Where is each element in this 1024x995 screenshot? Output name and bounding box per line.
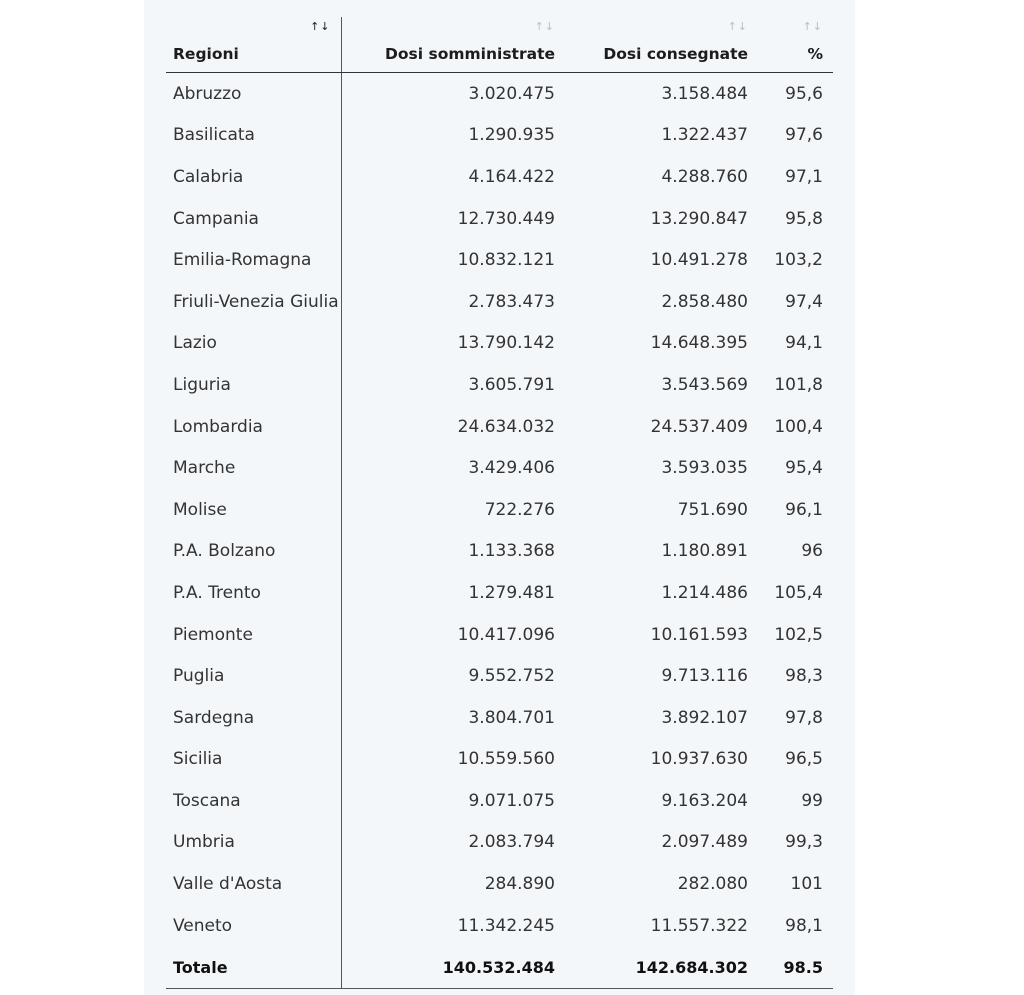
cell-delivered: 1.180.891 [661,541,748,562]
column-header-region[interactable] [166,17,341,73]
cell-administered: 24.634.032 [457,416,555,437]
cell-percent: 101,8 [774,374,823,395]
cell-delivered: 3.892.107 [661,707,748,728]
cell-region: Friuli-Venezia Giulia [166,281,341,323]
cell-region: Liguria [166,364,341,406]
cell-region: Umbria [166,822,341,864]
cell-delivered: 4.288.760 [661,166,748,187]
table-total-row [166,946,833,988]
cell-administered: 1.290.935 [468,125,555,146]
table-row [166,863,833,905]
cell-delivered: 10.937.630 [650,749,748,770]
cell-percent: 99 [801,790,823,811]
cell-percent: 101 [790,874,823,895]
cell-region: P.A. Bolzano [166,531,341,573]
table-row [166,489,833,531]
cell-percent: 96,5 [785,749,823,770]
sort-icon[interactable]: ↑↓ [534,20,555,33]
cell-administered: 1.279.481 [468,582,555,603]
cell-delivered: 13.290.847 [650,208,748,229]
table-row [166,239,833,281]
cell-delivered: 9.163.204 [661,790,748,811]
cell-region: Sardegna [166,697,341,739]
sort-icon[interactable]: ↑↓ [727,20,748,33]
cell-percent: 99,3 [785,832,823,853]
table-row [166,780,833,822]
cell-region: P.A. Trento [166,572,341,614]
cell-delivered: 3.593.035 [661,458,748,479]
cell-delivered: 3.543.569 [661,374,748,395]
cell-administered: 10.559.560 [457,749,555,770]
total-percent: 98.5 [758,946,833,988]
cell-delivered: 14.648.395 [650,333,748,354]
cell-administered: 11.342.245 [457,915,555,936]
cell-delivered: 10.491.278 [650,250,748,271]
cell-administered: 3.804.701 [468,707,555,728]
cell-delivered: 3.158.484 [661,83,748,104]
cell-administered: 10.417.096 [457,624,555,645]
cell-delivered: 1.322.437 [661,125,748,146]
cell-administered: 2.083.794 [468,832,555,853]
total-delivered: 142.684.302 [565,946,758,988]
cell-region: Veneto [166,905,341,947]
cell-administered: 3.605.791 [468,374,555,395]
cell-administered: 13.790.142 [457,333,555,354]
table-row [166,614,833,656]
table-row [166,406,833,448]
table-row [166,281,833,323]
table-row [166,697,833,739]
cell-region: Lazio [166,323,341,365]
sort-icon[interactable]: ↑↓ [802,20,823,33]
cell-percent: 98,1 [785,915,823,936]
cell-administered: 4.164.422 [468,166,555,187]
cell-administered: 722.276 [484,499,555,520]
column-header-administered[interactable] [341,17,565,73]
table-row [166,323,833,365]
table-row [166,531,833,573]
cell-region: Piemonte [166,614,341,656]
cell-percent: 102,5 [774,624,823,645]
cell-region: Calabria [166,156,341,198]
table-row [166,198,833,240]
cell-delivered: 2.097.489 [661,832,748,853]
cell-administered: 9.071.075 [468,790,555,811]
table-row [166,572,833,614]
cell-region: Sicilia [166,739,341,781]
cell-administered: 12.730.449 [457,208,555,229]
cell-region: Puglia [166,655,341,697]
cell-region: Marche [166,447,341,489]
cell-administered: 2.783.473 [468,291,555,312]
table-panel [144,0,855,995]
cell-region: Abruzzo [166,73,341,115]
cell-delivered: 751.690 [677,499,748,520]
cell-administered: 3.020.475 [468,83,555,104]
column-header-label: Dosi somministrate [385,45,555,63]
cell-percent: 100,4 [774,416,823,437]
cell-percent: 95,6 [785,83,823,104]
cell-region: Basilicata [166,115,341,157]
cell-percent: 94,1 [785,333,823,354]
cell-delivered: 282.080 [677,874,748,895]
table-row [166,447,833,489]
column-header-label: Regioni [173,45,239,63]
cell-percent: 98,3 [785,666,823,687]
table-row [166,73,833,115]
cell-administered: 1.133.368 [468,541,555,562]
cell-delivered: 9.713.116 [661,666,748,687]
column-header-percent[interactable] [758,17,833,73]
cell-delivered: 11.557.322 [650,915,748,936]
vaccine-doses-table [166,17,833,989]
cell-percent: 95,8 [785,208,823,229]
table-row [166,115,833,157]
sort-icon[interactable]: ↑↓ [310,20,331,33]
cell-percent: 97,6 [785,125,823,146]
cell-administered: 9.552.752 [468,666,555,687]
column-header-label: % [807,45,823,63]
cell-delivered: 2.858.480 [661,291,748,312]
table-row [166,822,833,864]
cell-percent: 97,4 [785,291,823,312]
cell-delivered: 10.161.593 [650,624,748,645]
cell-region: Campania [166,198,341,240]
cell-delivered: 24.537.409 [650,416,748,437]
cell-administered: 10.832.121 [457,250,555,271]
cell-administered: 284.890 [484,874,555,895]
total-administered: 140.532.484 [341,946,565,988]
cell-region: Molise [166,489,341,531]
cell-percent: 105,4 [774,582,823,603]
cell-percent: 97,8 [785,707,823,728]
table-row [166,655,833,697]
total-label: Totale [166,946,341,988]
cell-percent: 96,1 [785,499,823,520]
table-body [166,73,833,947]
cell-region: Toscana [166,780,341,822]
cell-percent: 95,4 [785,458,823,479]
cell-administered: 3.429.406 [468,458,555,479]
column-header-label: Dosi consegnate [603,45,748,63]
cell-region: Lombardia [166,406,341,448]
table-row [166,739,833,781]
cell-region: Emilia-Romagna [166,239,341,281]
cell-percent: 103,2 [774,250,823,271]
table-header-row [166,17,833,73]
cell-percent: 97,1 [785,166,823,187]
column-header-delivered[interactable] [565,17,758,73]
table-row [166,905,833,947]
cell-delivered: 1.214.486 [661,582,748,603]
cell-percent: 96 [801,541,823,562]
table-row [166,364,833,406]
table-row [166,156,833,198]
cell-region: Valle d'Aosta [166,863,341,905]
